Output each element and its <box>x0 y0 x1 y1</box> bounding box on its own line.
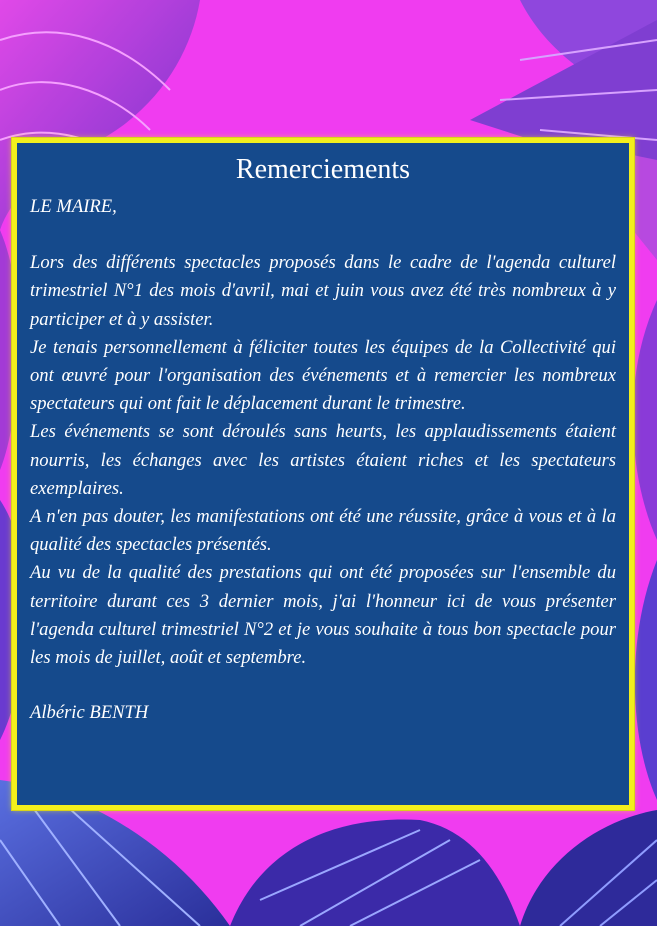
letter-content <box>30 153 616 727</box>
paragraph-4: A n'en pas douter, les manifestations ont été une réussite, grâce à vous et à la qualité des spectacles présentés. <box>30 506 616 556</box>
paragraph-2: Je tenais personnellement à féliciter toutes les équipes de la Collectivité qui ont œuvré pour l'organisation des événements et à remercier les nombreux spectateurs qui ont fait le déplacement durant le trimestre. <box>30 336 616 415</box>
paragraph-5: Au vu de la qualité des prestations qui ont été proposées sur l'ensemble du territoire durant ces 3 dernier mois, j'ai l'honneur ici de vous présenter l'agenda culturel trimestriel N°2 et je vous souhaite à tous bon spectacle pour les mois de juillet, août et septembre. <box>30 562 616 669</box>
letter-title: Remerciements <box>235 154 411 185</box>
paragraph-3: Les événements se sont déroulés sans heurts, les applaudissements étaient nourris, les échanges avec les artistes étaient riches et les spectateurs exemplaires. <box>30 421 616 499</box>
letter-panel <box>12 138 634 810</box>
signature: Albéric BENTH <box>30 702 149 724</box>
paragraph-1: Lors des différents spectacles proposés dans le cadre de l'agenda culturel trimestriel N°1 des mois d'avril, mai et juin vous avez été très nombreux à y participer et à y assister. <box>30 252 616 330</box>
letter-body <box>30 193 616 727</box>
salutation: LE MAIRE, <box>30 196 117 217</box>
